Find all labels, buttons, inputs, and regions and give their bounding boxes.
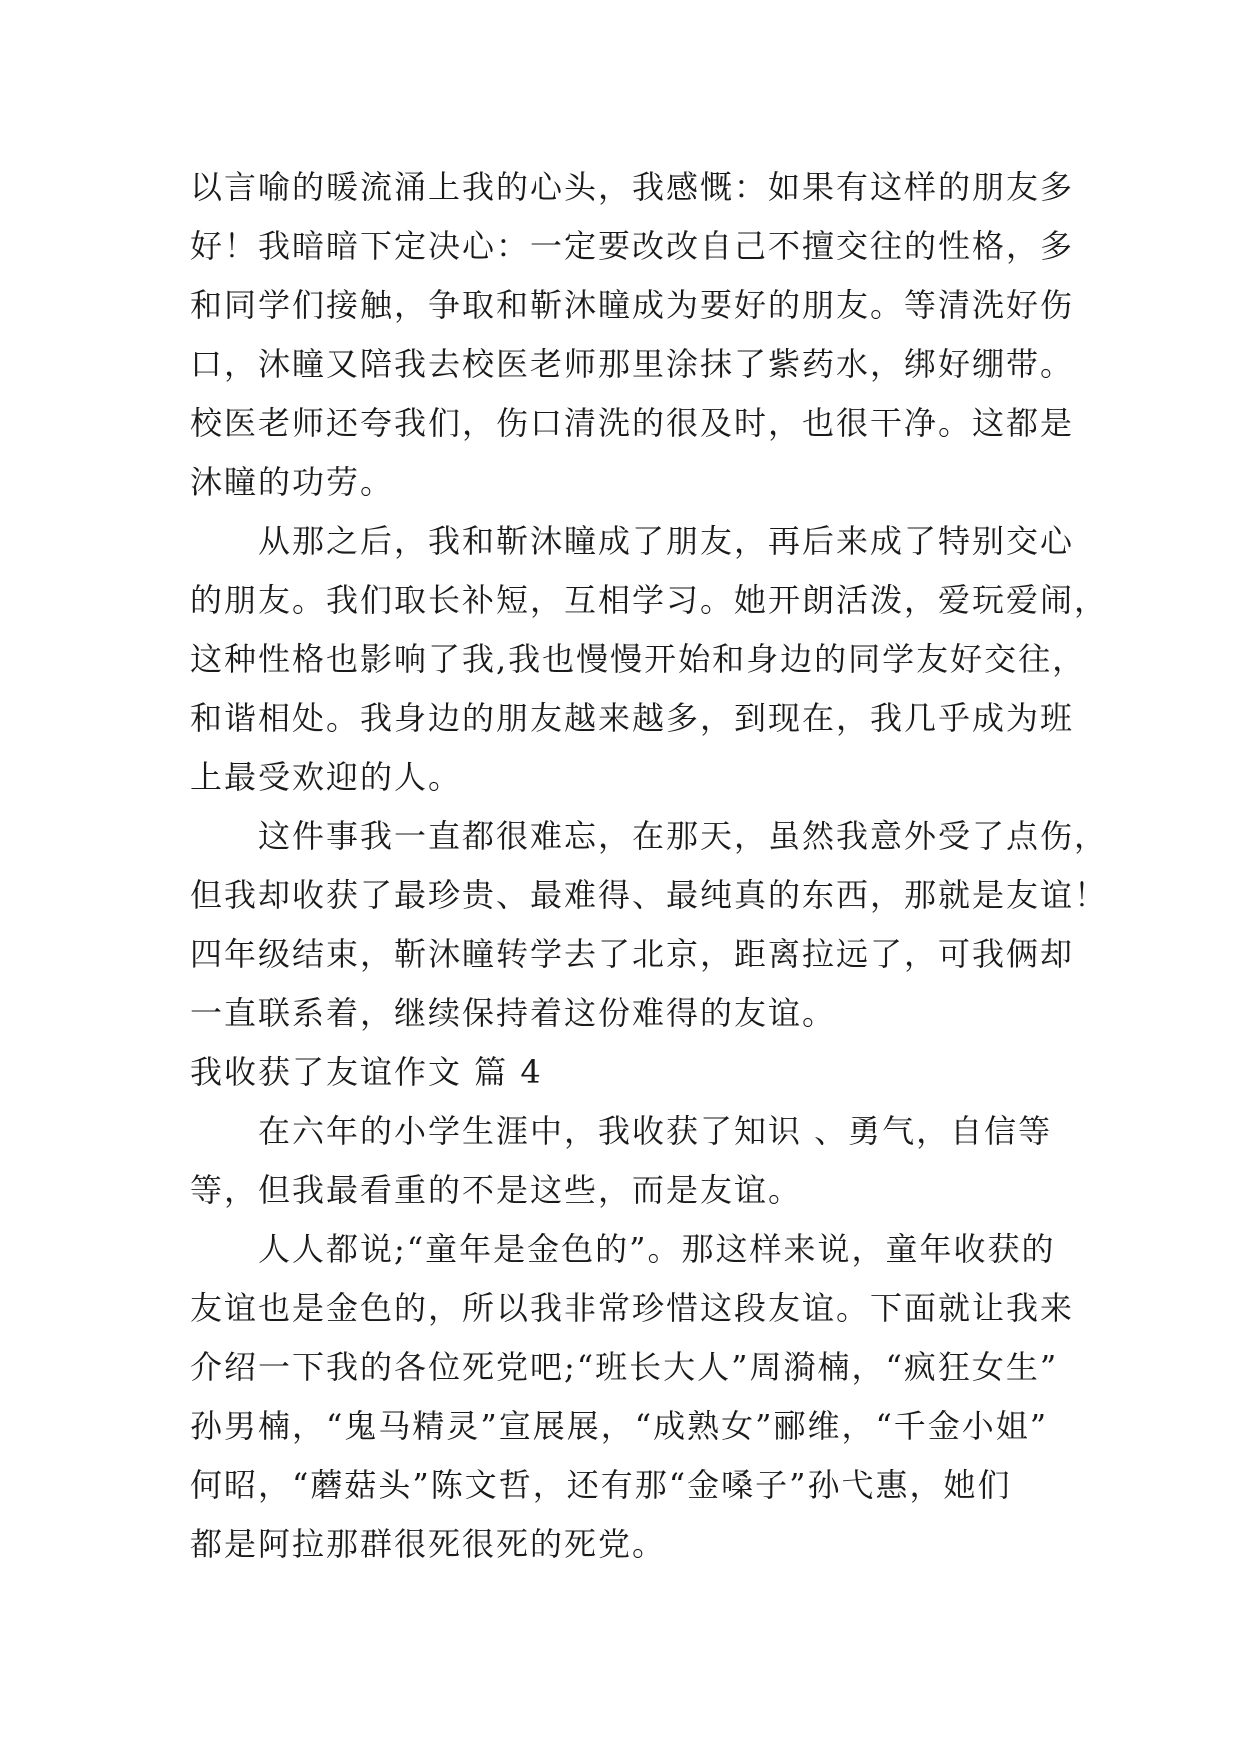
section-heading: 我收获了友谊作文 篇 4 [190,1053,543,1091]
text-line: 这种性格也影响了我,我也慢慢开始和身边的同学友好交往， [190,640,1087,678]
text-line: 何昭，“蘑菇头”陈文哲，还有那“金嗓子”孙弋惠，她们 [190,1466,1012,1504]
text-line: 的朋友。我们取长补短，互相学习。她开朗活泼，爱玩爱闹， [190,581,1109,619]
text-line: 一直联系着，继续保持着这份难得的友谊。 [190,994,837,1032]
text-line: 校医老师还夸我们，伤口清洗的很及时，也很干净。这都是 [190,404,1075,442]
text-line: 口，沐瞳又陪我去校医老师那里涂抹了紫药水，绑好绷带。 [190,345,1075,383]
text-line: 在六年的小学生涯中，我收获了知识 、勇气，自信等 [190,1112,1053,1150]
text-line: 上最受欢迎的人。 [190,758,463,796]
text-line: 友谊也是金色的，所以我非常珍惜这段友谊。下面就让我来 [190,1289,1075,1327]
text-line: 介绍一下我的各位死党吧;“班长大人”周漪楠，“疯狂女生” [190,1348,1059,1386]
text-line: 好！我暗暗下定决心：一定要改改自己不擅交往的性格，多 [190,227,1075,265]
text-line: 以言喻的暖流涌上我的心头，我感慨：如果有这样的朋友多 [190,168,1075,206]
text-line: 人人都说;“童年是金色的”。那这样来说，童年收获的 [190,1230,1056,1268]
text-line: 都是阿拉那群很死很死的死党。 [190,1525,667,1563]
text-line: 和同学们接触，争取和靳沐瞳成为要好的朋友。等清洗好伤 [190,286,1075,324]
text-line: 沐瞳的功劳。 [190,463,395,501]
text-line: 等，但我最看重的不是这些，而是友谊。 [190,1171,803,1209]
essay-body [190,158,1109,1574]
text-line: 从那之后，我和靳沐瞳成了朋友，再后来成了特别交心 [190,522,1075,560]
text-line: 这件事我一直都很难忘，在那天，虽然我意外受了点伤， [190,817,1109,855]
text-line: 和谐相处。我身边的朋友越来越多，到现在，我几乎成为班 [190,699,1075,737]
text-line: 孙男楠，“鬼马精灵”宣展展，“成熟女”郦维，“千金小姐” [190,1407,1049,1445]
text-line: 四年级结束，靳沐瞳转学去了北京，距离拉远了，可我俩却 [190,935,1075,973]
text-line: 但我却收获了最珍贵、最难得、最纯真的东西，那就是友谊！ [190,876,1109,914]
